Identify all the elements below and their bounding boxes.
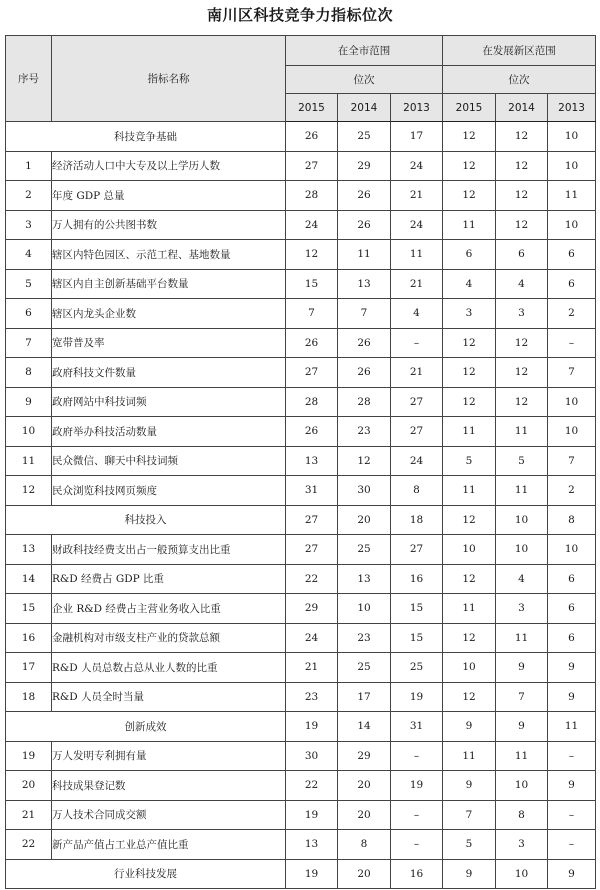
city-rank-cell: 15 — [286, 269, 338, 299]
row-number: 13 — [6, 535, 52, 565]
city-rank-cell: 25 — [338, 653, 391, 683]
zone-rank-cell: 6 — [548, 564, 596, 594]
indicator-name: 金融机构对市级支柱产业的贷款总额 — [52, 623, 286, 653]
indicator-name: 政府举办科技活动数量 — [52, 417, 286, 447]
zone-rank-cell: 11 — [443, 741, 496, 771]
zone-rank-cell: 10 — [443, 653, 496, 683]
zone-rank-cell: 12 — [443, 564, 496, 594]
city-rank-cell: 30 — [286, 741, 338, 771]
city-rank-cell: 19 — [391, 682, 443, 712]
city-rank-cell: 31 — [286, 476, 338, 506]
city-rank-cell: 20 — [338, 800, 391, 830]
table-title: 南川区科技竞争力指标位次 — [206, 6, 393, 24]
city-rank-cell: 25 — [338, 535, 391, 565]
city-rank-cell: 17 — [338, 682, 391, 712]
table-row — [6, 535, 596, 565]
zone-rank-cell: 11 — [496, 417, 548, 447]
zone-rank-cell: 9 — [548, 771, 596, 801]
city-rank-cell: 19 — [286, 800, 338, 830]
city-rank-cell: 19 — [286, 859, 338, 889]
category-row — [6, 712, 596, 742]
zone-rank-cell: 10 — [548, 535, 596, 565]
zone-rank-cell: – — [548, 741, 596, 771]
zone-rank-cell: 9 — [443, 712, 496, 742]
indicator-name: 科技成果登记数 — [52, 771, 286, 801]
zone-rank-cell: 11 — [443, 594, 496, 624]
header-year: 2015 — [286, 94, 338, 122]
row-number: 20 — [6, 771, 52, 801]
indicator-name: R&D 人员全时当量 — [52, 682, 286, 712]
zone-rank-cell: 8 — [496, 800, 548, 830]
zone-rank-cell: – — [548, 328, 596, 358]
zone-rank-cell: 9 — [548, 682, 596, 712]
table-row — [6, 328, 596, 358]
zone-rank-cell: 10 — [443, 535, 496, 565]
table-row — [6, 358, 596, 388]
row-number: 12 — [6, 476, 52, 506]
zone-rank-cell: 12 — [443, 328, 496, 358]
indicator-name: R&D 人员总数占总从业人数的比重 — [52, 653, 286, 683]
zone-rank-cell: 4 — [443, 269, 496, 299]
table-row — [6, 240, 596, 270]
city-rank-cell: 27 — [391, 387, 443, 417]
row-number: 17 — [6, 653, 52, 683]
row-number: 15 — [6, 594, 52, 624]
city-rank-cell: 20 — [338, 859, 391, 889]
zone-rank-cell: 11 — [496, 476, 548, 506]
table-row — [6, 181, 596, 211]
city-rank-cell: 23 — [338, 417, 391, 447]
indicator-name: 民众微信、聊天中科技词频 — [52, 446, 286, 476]
zone-rank-cell: 12 — [443, 358, 496, 388]
city-rank-cell: 13 — [286, 446, 338, 476]
zone-rank-cell: 6 — [548, 623, 596, 653]
city-rank-cell: 12 — [338, 446, 391, 476]
zone-rank-cell: 11 — [496, 741, 548, 771]
city-rank-cell: 17 — [391, 122, 443, 152]
zone-rank-cell: 3 — [496, 830, 548, 860]
city-rank-cell: 30 — [338, 476, 391, 506]
city-rank-cell: 22 — [286, 564, 338, 594]
city-rank-cell: 21 — [286, 653, 338, 683]
city-rank-cell: 29 — [286, 594, 338, 624]
zone-rank-cell: 11 — [548, 181, 596, 211]
zone-rank-cell: 12 — [496, 210, 548, 240]
table-row — [6, 830, 596, 860]
row-number: 3 — [6, 210, 52, 240]
city-rank-cell: 13 — [338, 564, 391, 594]
table-row — [6, 564, 596, 594]
indicator-name: 辖区内特色园区、示范工程、基地数量 — [52, 240, 286, 270]
zone-rank-cell: 12 — [496, 151, 548, 181]
city-rank-cell: 29 — [338, 151, 391, 181]
city-rank-cell: 28 — [286, 387, 338, 417]
zone-rank-cell: 3 — [496, 299, 548, 329]
zone-rank-cell: 6 — [548, 240, 596, 270]
header-year: 2014 — [496, 94, 548, 122]
header-year: 2015 — [443, 94, 496, 122]
row-number: 7 — [6, 328, 52, 358]
zone-rank-cell: 7 — [548, 358, 596, 388]
table-row — [6, 771, 596, 801]
zone-rank-cell: 5 — [443, 830, 496, 860]
city-rank-cell: 7 — [338, 299, 391, 329]
table-row — [6, 594, 596, 624]
city-rank-cell: – — [391, 830, 443, 860]
header-zone-scope: 在发展新区范围 — [443, 36, 596, 66]
city-rank-cell: 22 — [286, 771, 338, 801]
zone-rank-cell: 12 — [443, 682, 496, 712]
city-rank-cell: 13 — [338, 269, 391, 299]
table-row — [6, 417, 596, 447]
zone-rank-cell: 6 — [443, 240, 496, 270]
zone-rank-cell: 12 — [496, 358, 548, 388]
indicator-name: 辖区内龙头企业数 — [52, 299, 286, 329]
header-city-rank: 位次 — [286, 66, 443, 94]
city-rank-cell: 23 — [338, 623, 391, 653]
row-number: 22 — [6, 830, 52, 860]
city-rank-cell: 31 — [391, 712, 443, 742]
row-number: 11 — [6, 446, 52, 476]
zone-rank-cell: 3 — [496, 594, 548, 624]
row-number: 1 — [6, 151, 52, 181]
city-rank-cell: 27 — [286, 151, 338, 181]
zone-rank-cell: 4 — [496, 269, 548, 299]
category-row — [6, 122, 596, 152]
zone-rank-cell: 4 — [496, 564, 548, 594]
city-rank-cell: 26 — [338, 210, 391, 240]
city-rank-cell: 11 — [338, 240, 391, 270]
zone-rank-cell: 12 — [443, 505, 496, 535]
zone-rank-cell: 10 — [496, 771, 548, 801]
table-row — [6, 800, 596, 830]
indicator-name: 辖区内自主创新基础平台数量 — [52, 269, 286, 299]
zone-rank-cell: 12 — [443, 181, 496, 211]
zone-rank-cell: 9 — [496, 712, 548, 742]
zone-rank-cell: 6 — [548, 269, 596, 299]
zone-rank-cell: 11 — [443, 417, 496, 447]
zone-rank-cell: 7 — [443, 800, 496, 830]
zone-rank-cell: 2 — [548, 476, 596, 506]
zone-rank-cell: 11 — [548, 712, 596, 742]
table-row — [6, 210, 596, 240]
row-number: 18 — [6, 682, 52, 712]
city-rank-cell: – — [391, 328, 443, 358]
zone-rank-cell: 2 — [548, 299, 596, 329]
city-rank-cell: 28 — [286, 181, 338, 211]
city-rank-cell: – — [391, 800, 443, 830]
category-name: 行业科技发展 — [6, 859, 286, 889]
indicator-name: 民众浏览科技网页频度 — [52, 476, 286, 506]
table-row — [6, 653, 596, 683]
city-rank-cell: 24 — [391, 446, 443, 476]
zone-rank-cell: 12 — [496, 181, 548, 211]
city-rank-cell: 19 — [286, 712, 338, 742]
city-rank-cell: 26 — [286, 122, 338, 152]
category-name: 科技投入 — [6, 505, 286, 535]
city-rank-cell: 26 — [338, 328, 391, 358]
indicator-name: 万人技术合同成交额 — [52, 800, 286, 830]
city-rank-cell: 26 — [338, 181, 391, 211]
city-rank-cell: 12 — [286, 240, 338, 270]
header-city-scope: 在全市范围 — [286, 36, 443, 66]
header-year: 2013 — [548, 94, 596, 122]
zone-rank-cell: 11 — [496, 623, 548, 653]
city-rank-cell: 24 — [286, 210, 338, 240]
table-row — [6, 476, 596, 506]
zone-rank-cell: 10 — [496, 859, 548, 889]
city-rank-cell: 15 — [391, 594, 443, 624]
city-rank-cell: 7 — [286, 299, 338, 329]
zone-rank-cell: 5 — [496, 446, 548, 476]
city-rank-cell: 26 — [286, 417, 338, 447]
city-rank-cell: – — [391, 741, 443, 771]
zone-rank-cell: 10 — [496, 505, 548, 535]
zone-rank-cell: 5 — [443, 446, 496, 476]
header-year: 2014 — [338, 94, 391, 122]
table-row — [6, 387, 596, 417]
city-rank-cell: 29 — [338, 741, 391, 771]
zone-rank-cell: 7 — [548, 446, 596, 476]
city-rank-cell: 27 — [286, 358, 338, 388]
zone-rank-cell: 12 — [443, 151, 496, 181]
city-rank-cell: 11 — [391, 240, 443, 270]
city-rank-cell: 23 — [286, 682, 338, 712]
zone-rank-cell: 12 — [443, 623, 496, 653]
city-rank-cell: 8 — [338, 830, 391, 860]
indicator-name: 政府科技文件数量 — [52, 358, 286, 388]
zone-rank-cell: 12 — [443, 387, 496, 417]
row-number: 4 — [6, 240, 52, 270]
city-rank-cell: 13 — [286, 830, 338, 860]
category-row — [6, 505, 596, 535]
city-rank-cell: 8 — [391, 476, 443, 506]
row-number: 21 — [6, 800, 52, 830]
zone-rank-cell: 9 — [443, 771, 496, 801]
zone-rank-cell: 9 — [496, 653, 548, 683]
city-rank-cell: 25 — [391, 653, 443, 683]
indicator-name: 新产品产值占工业总产值比重 — [52, 830, 286, 860]
city-rank-cell: 27 — [391, 535, 443, 565]
table-body — [6, 122, 596, 889]
city-rank-cell: 27 — [391, 417, 443, 447]
header-seq: 序号 — [6, 36, 52, 122]
zone-rank-cell: 10 — [548, 151, 596, 181]
indicator-name: 经济活动人口中大专及以上学历人数 — [52, 151, 286, 181]
city-rank-cell: 20 — [338, 771, 391, 801]
indicator-name: 万人发明专利拥有量 — [52, 741, 286, 771]
city-rank-cell: 27 — [286, 505, 338, 535]
table-row — [6, 741, 596, 771]
zone-rank-cell: 9 — [548, 859, 596, 889]
zone-rank-cell: 11 — [443, 476, 496, 506]
row-number: 6 — [6, 299, 52, 329]
zone-rank-cell: 12 — [496, 387, 548, 417]
city-rank-cell: 24 — [391, 210, 443, 240]
zone-rank-cell: 6 — [496, 240, 548, 270]
zone-rank-cell: 12 — [496, 328, 548, 358]
ranking-table — [5, 35, 596, 889]
zone-rank-cell: 9 — [548, 653, 596, 683]
zone-rank-cell: 11 — [443, 210, 496, 240]
header-indicator: 指标名称 — [52, 36, 286, 122]
zone-rank-cell: 10 — [548, 122, 596, 152]
city-rank-cell: 16 — [391, 859, 443, 889]
category-row — [6, 859, 596, 889]
city-rank-cell: 19 — [391, 771, 443, 801]
row-number: 5 — [6, 269, 52, 299]
city-rank-cell: 20 — [338, 505, 391, 535]
zone-rank-cell: 6 — [548, 594, 596, 624]
category-name: 科技竞争基础 — [6, 122, 286, 152]
zone-rank-cell: 8 — [548, 505, 596, 535]
header-year: 2013 — [391, 94, 443, 122]
indicator-name: 宽带普及率 — [52, 328, 286, 358]
zone-rank-cell: 10 — [496, 535, 548, 565]
header-zone-rank: 位次 — [443, 66, 596, 94]
row-number: 14 — [6, 564, 52, 594]
row-number: 8 — [6, 358, 52, 388]
zone-rank-cell: 10 — [548, 417, 596, 447]
row-number: 9 — [6, 387, 52, 417]
indicator-name: 年度 GDP 总量 — [52, 181, 286, 211]
zone-rank-cell: 10 — [548, 387, 596, 417]
indicator-name: 财政科技经费支出占一般预算支出比重 — [52, 535, 286, 565]
city-rank-cell: 26 — [286, 328, 338, 358]
city-rank-cell: 27 — [286, 535, 338, 565]
table-row — [6, 299, 596, 329]
zone-rank-cell: – — [548, 830, 596, 860]
zone-rank-cell: 3 — [443, 299, 496, 329]
zone-rank-cell: 7 — [496, 682, 548, 712]
zone-rank-cell: 12 — [443, 122, 496, 152]
city-rank-cell: 21 — [391, 358, 443, 388]
city-rank-cell: 15 — [391, 623, 443, 653]
city-rank-cell: 21 — [391, 269, 443, 299]
table-row — [6, 682, 596, 712]
indicator-name: 万人拥有的公共图书数 — [52, 210, 286, 240]
zone-rank-cell: 10 — [548, 210, 596, 240]
city-rank-cell: 24 — [286, 623, 338, 653]
row-number: 10 — [6, 417, 52, 447]
city-rank-cell: 24 — [391, 151, 443, 181]
city-rank-cell: 10 — [338, 594, 391, 624]
city-rank-cell: 26 — [338, 358, 391, 388]
table-row — [6, 151, 596, 181]
indicator-name: 企业 R&D 经费占主营业务收入比重 — [52, 594, 286, 624]
row-number: 19 — [6, 741, 52, 771]
indicator-name: 政府网站中科技词频 — [52, 387, 286, 417]
city-rank-cell: 28 — [338, 387, 391, 417]
zone-rank-cell: – — [548, 800, 596, 830]
row-number: 2 — [6, 181, 52, 211]
table-row — [6, 446, 596, 476]
city-rank-cell: 4 — [391, 299, 443, 329]
city-rank-cell: 25 — [338, 122, 391, 152]
zone-rank-cell: 12 — [496, 122, 548, 152]
city-rank-cell: 14 — [338, 712, 391, 742]
category-name: 创新成效 — [6, 712, 286, 742]
city-rank-cell: 18 — [391, 505, 443, 535]
city-rank-cell: 21 — [391, 181, 443, 211]
table-row — [6, 623, 596, 653]
row-number: 16 — [6, 623, 52, 653]
table-row — [6, 269, 596, 299]
indicator-name: R&D 经费占 GDP 比重 — [52, 564, 286, 594]
zone-rank-cell: 9 — [443, 859, 496, 889]
city-rank-cell: 16 — [391, 564, 443, 594]
